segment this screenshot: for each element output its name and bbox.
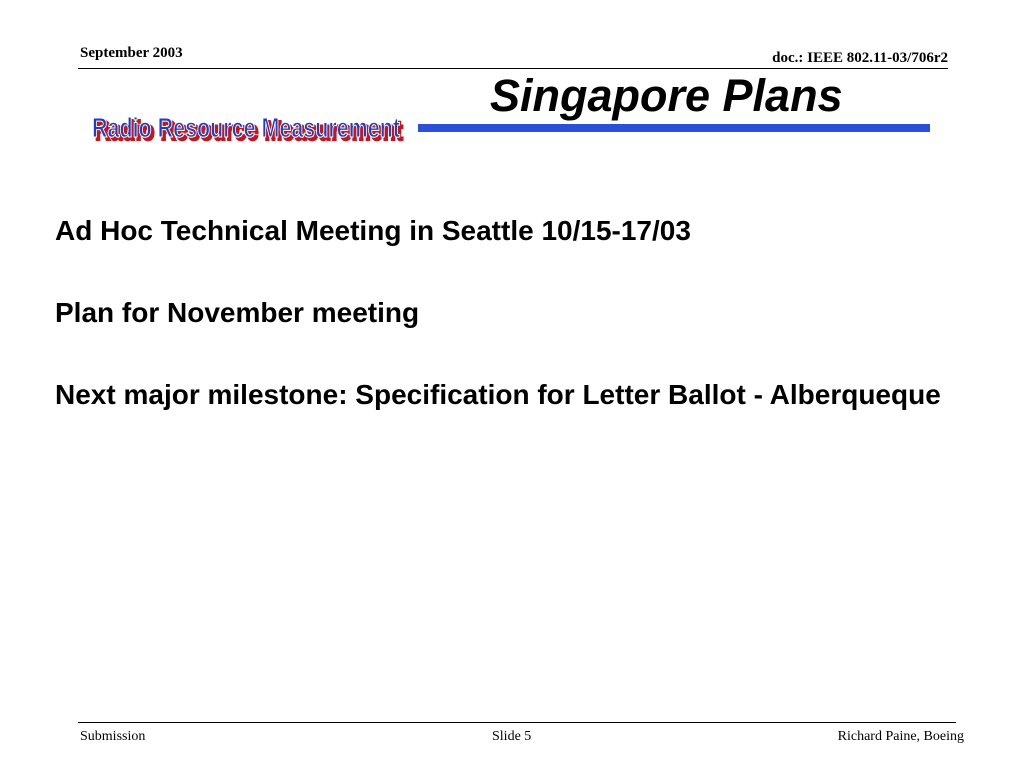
logo-shadow-text: Radio Resource Measurement	[95, 115, 403, 146]
footer-divider	[78, 722, 956, 723]
logo-graphic	[92, 110, 412, 150]
footer-author: Richard Paine, Boeing	[837, 729, 964, 744]
header-doc-id: doc.: IEEE 802.11-03/706r2	[772, 50, 948, 66]
slide-title: Singapore Plans	[490, 70, 843, 121]
bullet-next-milestone: Next major milestone: Specification for Letter Ballot - Alberqueque	[55, 379, 941, 410]
slide-body	[55, 210, 955, 415]
header-divider	[78, 68, 948, 69]
bullet-november-plan: Plan for November meeting	[55, 297, 420, 328]
logo-main-text: Radio Resource Measurement	[92, 112, 400, 143]
radio-resource-measurement-logo	[92, 110, 412, 150]
bullet-seattle-meeting: Ad Hoc Technical Meeting in Seattle 10/15-17/03	[55, 215, 691, 246]
header-date: September 2003	[80, 45, 183, 61]
footer-submission: Submission	[80, 729, 146, 744]
title-accent-bar	[418, 124, 930, 132]
footer-slide-number: Slide 5	[492, 729, 532, 744]
